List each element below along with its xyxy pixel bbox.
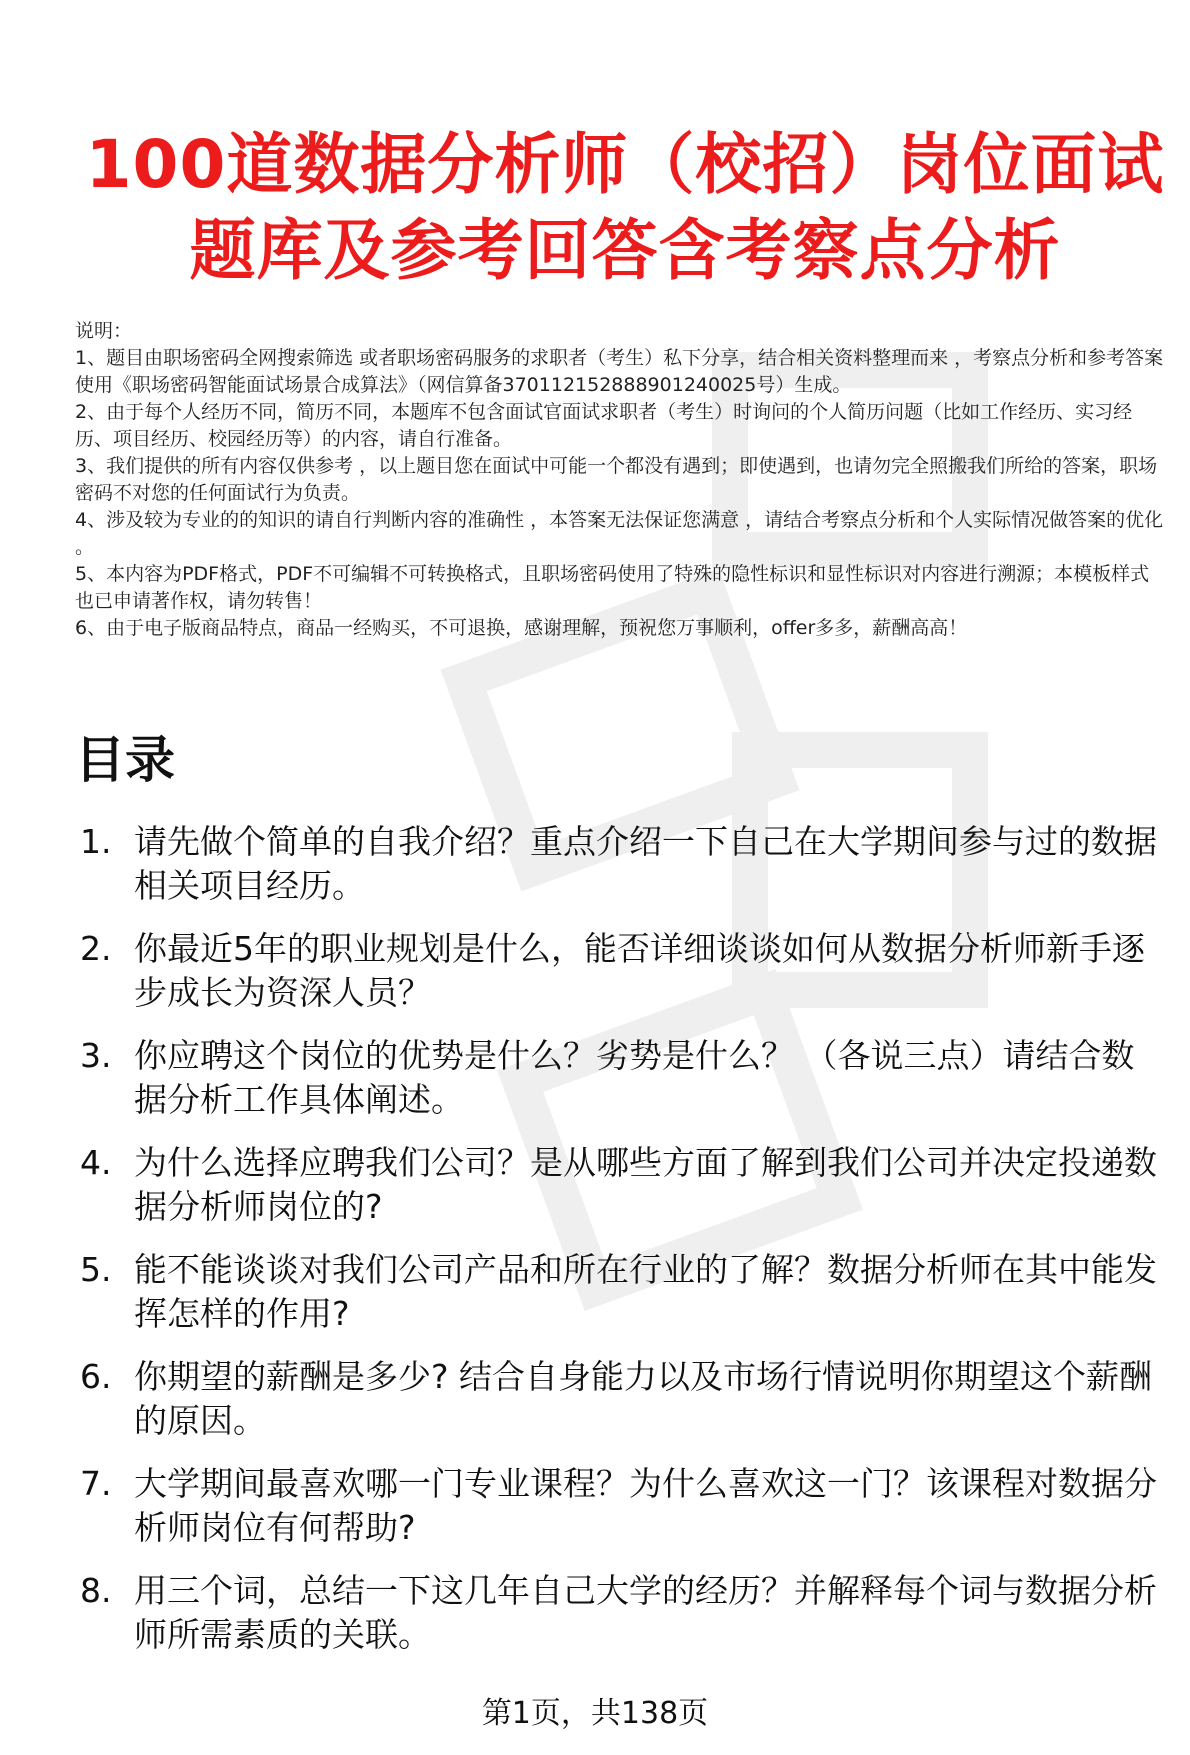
- toc-item-number: 7.: [80, 1464, 112, 1503]
- toc-item[interactable]: [75, 1355, 1165, 1443]
- toc-item-text: 你期望的薪酬是多少? 结合自身能力以及市场行情说明你期望这个薪酬的原因。: [134, 1357, 1153, 1440]
- toc-heading: 目录: [75, 731, 175, 789]
- toc-item-text: 用三个词，总结一下这几年自己大学的经历？并解释每个词与数据分析师所需素质的关联。: [134, 1571, 1157, 1654]
- document-title: [70, 122, 1180, 294]
- toc-item-number: 1.: [80, 822, 112, 861]
- toc-item[interactable]: [75, 1569, 1165, 1657]
- toc-item[interactable]: [75, 927, 1165, 1015]
- note-item: 6、由于电子版商品特点，商品一经购买，不可退换，感谢理解，预祝您万事顺利，offer多多，薪酬高高！: [75, 617, 968, 639]
- toc-item-text: 请先做个简单的自我介绍？重点介绍一下自己在大学期间参与过的数据相关项目经历。: [134, 822, 1157, 905]
- note-item: 1、题目由职场密码全网搜索筛选 或者职场密码服务的求职者（考生）私下分享，结合相关资料整理而来 ，考察点分析和参考答案使用《职场密码智能面试场景合成算法》（网信算备370112152888901240025号）生成。: [75, 347, 1164, 396]
- toc-item-text: 大学期间最喜欢哪一门专业课程？为什么喜欢这一门？该课程对数据分析师岗位有何帮助?: [134, 1464, 1157, 1547]
- notes-section: [75, 318, 1165, 642]
- note-item: 2、由于每个人经历不同，简历不同，本题库不包含面试官面试求职者（考生）时询问的个人简历问题（比如工作经历、实习经历、项目经历、校园经历等）的内容，请自行准备。: [75, 401, 1133, 450]
- note-item: 4、涉及较为专业的的知识的请自行判断内容的准确性 ，本答案无法保证您满意 ，请结合考察点分析和个人实际情况做答案的优化 。: [75, 509, 1164, 558]
- toc-list: [75, 820, 1165, 1676]
- toc-item-number: 2.: [80, 929, 112, 968]
- toc-item-number: 8.: [80, 1571, 112, 1610]
- toc-item-number: 4.: [80, 1143, 112, 1182]
- toc-item[interactable]: [75, 1141, 1165, 1229]
- page-footer: 第1页，共138页: [481, 1696, 709, 1731]
- toc-item-number: 5.: [80, 1250, 112, 1289]
- toc-item[interactable]: [75, 1248, 1165, 1336]
- toc-item[interactable]: [75, 820, 1165, 908]
- note-item: 3、我们提供的所有内容仅供参考 ，以上题目您在面试中可能一个都没有遇到；即使遇到，也请勿完全照搬我们所给的答案，职场密码不对您的任何面试行为负责。: [75, 455, 1158, 504]
- toc-item[interactable]: [75, 1462, 1165, 1550]
- toc-item-text: 你最近5年的职业规划是什么，能否详细谈谈如何从数据分析师新手逐步成长为资深人员？: [134, 929, 1145, 1012]
- toc-item[interactable]: [75, 1034, 1165, 1122]
- note-item: 5、本内容为PDF格式，PDF不可编辑不可转换格式，且职场密码使用了特殊的隐性标识和显性标识对内容进行溯源；本模板样式也已申请著作权，请勿转售！: [75, 563, 1150, 612]
- toc-item-text: 你应聘这个岗位的优势是什么？劣势是什么？ （各说三点）请结合数据分析工作具体阐述。: [134, 1036, 1135, 1119]
- toc-item-text: 能不能谈谈对我们公司产品和所在行业的了解？数据分析师在其中能发挥怎样的作用?: [134, 1250, 1157, 1333]
- toc-item-text: 为什么选择应聘我们公司？是从哪些方面了解到我们公司并决定投递数据分析师岗位的?: [134, 1143, 1157, 1226]
- title-line-1: 100道数据分析师（校招）岗位面试: [85, 126, 1165, 203]
- notes-heading: 说明：: [75, 320, 133, 342]
- toc-item-number: 6.: [80, 1357, 112, 1396]
- toc-item-number: 3.: [80, 1036, 112, 1075]
- title-line-2: 题库及参考回答含考察点分析: [189, 212, 1061, 289]
